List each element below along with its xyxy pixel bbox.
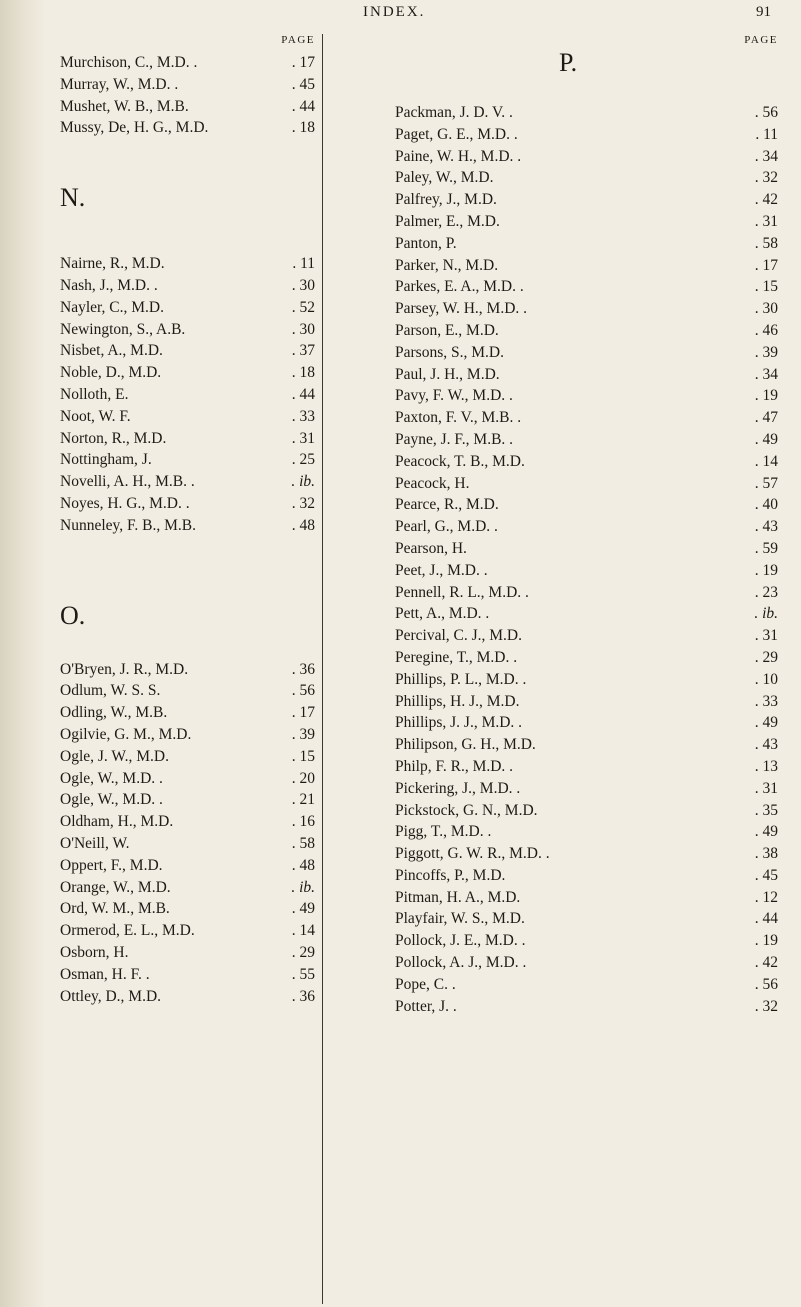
letter-o-block [60,537,315,633]
entry-page: . 13 [754,757,778,775]
index-entry [60,96,315,118]
entry-page: . 17 [754,256,778,274]
group-o [60,659,315,1008]
entry-name: Philipson, G. H., M.D. [395,736,536,754]
index-entry [60,986,315,1008]
entry-page: . 19 [754,561,778,579]
entry-page: . 56 [754,975,778,993]
entry-page: . 11 [292,255,315,273]
index-entry [60,74,315,96]
entry-page: . 42 [754,191,778,209]
entry-name: Odlum, W. S. S. [60,682,161,700]
column-divider [322,34,323,1304]
index-entry [395,429,778,451]
entry-page: . 14 [291,922,315,940]
index-entry [395,669,778,691]
entry-page: . 36 [291,987,315,1005]
index-entry [60,964,315,986]
entry-page: . 45 [291,75,315,93]
entry-page: . 15 [754,278,778,296]
entry-name: Peacock, T. B., M.D. [395,452,525,470]
entry-page: . 35 [754,801,778,819]
index-entry [395,712,778,734]
entry-name: Mushet, W. B., M.B. [60,97,189,115]
index-entry [60,275,315,297]
entry-name: Packman, J. D. V. . [395,104,513,121]
entry-name: Ogilvie, G. M., M.D. [60,725,192,743]
entry-page: . 40 [754,496,778,514]
entry-page: . ib. [291,473,315,491]
entry-name: Percival, C. J., M.D. [395,627,523,645]
index-entry [60,898,315,920]
entry-name: Parson, E., M.D. [395,321,499,339]
index-entry [395,255,778,277]
entry-name: Pincoffs, P., M.D. [395,866,506,884]
entry-name: Parker, N., M.D. [395,256,499,274]
entry-name: Pearson, H. [395,539,467,557]
entry-name: Payne, J. F., M.B. . [395,430,514,448]
index-entry [395,124,778,146]
index-entry [60,515,315,537]
entry-name: Potter, J. . [395,997,457,1015]
entry-name: Nairne, R., M.D. [60,255,165,273]
entry-page: . 42 [754,954,778,972]
entry-page: . 39 [291,725,315,743]
index-entry [395,451,778,473]
entry-name: Orange, W., M.D. [60,878,171,896]
entry-page: . 48 [291,516,315,534]
entry-page: . 48 [291,856,315,874]
index-entry [395,516,778,538]
entry-name: Nisbet, A., M.D. [60,342,163,360]
entry-name: Osborn, H. [60,943,129,961]
letter-n-block [60,139,315,225]
entry-page: . 32 [754,169,778,187]
entry-page: . 55 [291,965,315,983]
index-entry [60,362,315,384]
group-p [395,102,778,1017]
index-entry [395,647,778,669]
index-entry [395,756,778,778]
entry-name: Piggott, G. W. R., M.D. . [395,845,550,863]
entry-page: . 18 [291,119,315,137]
entry-name: Phillips, H. J., M.D. [395,692,520,710]
index-entry [395,843,778,865]
index-entry [60,746,315,768]
entry-name: Pollock, A. J., M.D. . [395,954,527,972]
index-entry [395,691,778,713]
entry-page: . 34 [754,147,778,165]
entry-name: Oppert, F., M.D. [60,856,163,874]
entry-page: . ib. [291,878,315,896]
index-entry [60,942,315,964]
index-entry [395,778,778,800]
entry-name: Oldham, H., M.D. [60,813,174,831]
entry-page: . 58 [291,834,315,852]
entry-page: . 44 [291,385,315,403]
entry-page: . ib. [754,605,778,623]
entry-page: . 56 [754,104,778,121]
entry-page: . 11 [755,125,778,143]
index-entry [395,582,778,604]
entry-name: Murray, W., M.D. . [60,75,179,93]
entry-page: . 32 [754,997,778,1015]
entry-name: Mussy, De, H. G., M.D. [60,119,209,137]
entry-page: . 49 [754,823,778,841]
entry-name: Ogle, W., M.D. . [60,769,163,787]
entry-name: O'Bryen, J. R., M.D. [60,660,189,678]
entry-name: Pickstock, G. N., M.D. [395,801,538,819]
index-entry [395,298,778,320]
index-entry [60,52,315,74]
entry-page: . 34 [754,365,778,383]
index-entry [60,680,315,702]
index-entry [395,974,778,996]
entry-page: . 38 [754,845,778,863]
index-entry [395,233,778,255]
index-entry [395,342,778,364]
entry-name: Palfrey, J., M.D. [395,191,497,209]
index-entry [395,821,778,843]
entry-name: Novelli, A. H., M.B. . [60,473,195,491]
entry-name: Palmer, E., M.D. [395,212,500,230]
running-header [0,4,801,28]
index-entry [395,560,778,582]
entry-name: Peregine, T., M.D. . [395,648,518,666]
letter-o: O. [60,600,86,630]
index-entry [395,952,778,974]
entry-page: . 17 [291,704,315,722]
index-entry [395,167,778,189]
entry-name: Pavy, F. W., M.D. . [395,387,513,405]
index-entry [60,877,315,899]
index-entry [60,384,315,406]
entry-page: . 49 [291,900,315,918]
entry-name: Pollock, J. E., M.D. . [395,932,526,950]
entry-page: . 30 [754,300,778,318]
group-n [60,253,315,536]
entry-name: Noble, D., M.D. [60,364,162,382]
entry-page: . 10 [754,670,778,688]
entry-page: . 31 [754,779,778,797]
entry-page: . 29 [754,648,778,666]
entry-page: . 12 [754,888,778,906]
entry-name: Ormerod, E. L., M.D. [60,922,195,940]
entry-name: Paxton, F. V., M.B. . [395,409,522,427]
index-entry [60,811,315,833]
entry-page: . 43 [754,736,778,754]
entry-name: Pennell, R. L., M.D. . [395,583,529,601]
entry-page: . 37 [291,342,315,360]
entry-page: . 19 [754,387,778,405]
index-entry [60,319,315,341]
entry-name: Norton, R., M.D. [60,429,167,447]
right-column [395,34,778,1017]
entry-name: Odling, W., M.B. [60,704,168,722]
index-entry [395,908,778,930]
entry-name: Paul, J. H., M.D. [395,365,500,383]
index-entry [60,659,315,681]
entry-page: . 44 [291,97,315,115]
entry-page: . 30 [291,276,315,294]
entry-page: . 31 [291,429,315,447]
entry-name: Phillips, P. L., M.D. . [395,670,527,688]
entry-name: Ord, W. M., M.B. [60,900,170,918]
index-entry [60,340,315,362]
index-entry [395,211,778,233]
entry-page: . 57 [754,474,778,492]
index-entry [395,276,778,298]
entry-name: Ogle, W., M.D. . [60,791,163,809]
entry-page: . 49 [754,430,778,448]
entry-name: Peacock, H. [395,474,470,492]
entry-page: . 47 [754,409,778,427]
entry-page: . 30 [291,320,315,338]
entry-name: Nottingham, J. [60,451,152,469]
entry-name: Parkes, E. A., M.D. . [395,278,524,296]
entry-page: . 43 [754,518,778,536]
entry-page: . 16 [291,813,315,831]
entry-name: Nash, J., M.D. . [60,276,158,294]
left-page-heading: PAGE [281,34,315,46]
entry-page: . 33 [291,407,315,425]
entry-name: Noot, W. F. [60,407,131,425]
index-entry [60,833,315,855]
entry-name: Pigg, T., M.D. . [395,823,492,841]
index-entry [60,253,315,275]
entry-name: Ogle, J. W., M.D. [60,747,169,765]
entry-page: . 31 [754,627,778,645]
entry-name: Pearce, R., M.D. [395,496,499,514]
index-entry [395,865,778,887]
page-number: 91 [756,4,771,20]
entry-page: . 17 [291,54,315,71]
entry-page: . 20 [291,769,315,787]
entry-name: Paget, G. E., M.D. . [395,125,518,143]
index-entry [395,887,778,909]
entry-name: Nunneley, F. B., M.B. [60,516,196,534]
index-entry [60,493,315,515]
entry-name: Ottley, D., M.D. [60,987,162,1005]
index-entry [395,930,778,952]
index-entry [60,297,315,319]
index-entry [395,385,778,407]
entry-page: . 19 [754,932,778,950]
entry-page: . 23 [754,583,778,601]
index-entry [395,320,778,342]
entry-name: Philp, F. R., M.D. . [395,757,514,775]
entry-page: . 29 [291,943,315,961]
index-entry [395,538,778,560]
index-entry [395,800,778,822]
entry-name: Peet, J., M.D. . [395,561,488,579]
index-entry [395,102,778,124]
entry-name: Pearl, G., M.D. . [395,518,498,536]
index-entry [60,789,315,811]
entry-page: . 39 [754,343,778,361]
entry-page: . 21 [291,791,315,809]
entry-page: . 49 [754,714,778,732]
index-entry [60,428,315,450]
letter-p: P. [559,48,578,77]
entry-name: Pickering, J., M.D. . [395,779,521,797]
index-entry [60,406,315,428]
entry-page: . 14 [754,452,778,470]
entry-page: . 25 [291,451,315,469]
index-entry [60,702,315,724]
index-entry [395,146,778,168]
letter-n: N. [60,183,86,213]
entry-name: Pett, A., M.D. . [395,605,490,623]
index-entry [395,603,778,625]
entry-name: Newington, S., A.B. [60,320,186,338]
entry-name: Phillips, J. J., M.D. . [395,714,523,732]
entry-page: . 56 [291,682,315,700]
index-entry [395,364,778,386]
index-entry [60,724,315,746]
entry-name: Nolloth, E. [60,385,129,403]
entry-name: Parsons, S., M.D. [395,343,504,361]
index-entry [60,117,315,139]
entry-name: Panton, P. [395,234,457,252]
entry-page: . 59 [754,539,778,557]
entry-page: . 58 [754,234,778,252]
index-entry [60,471,315,493]
entry-page: . 52 [291,298,315,316]
entry-name: Playfair, W. S., M.D. [395,910,525,928]
entry-page: . 31 [754,212,778,230]
entry-name: Pitman, H. A., M.D. [395,888,521,906]
entry-page: . 18 [291,364,315,382]
index-entry [395,189,778,211]
entry-name: Parsey, W. H., M.D. . [395,300,528,318]
group-m [60,52,315,139]
index-entry [395,494,778,516]
index-entry [395,734,778,756]
entry-name: Osman, H. F. . [60,965,150,983]
entry-page: . 15 [291,747,315,765]
index-entry [395,625,778,647]
right-page-heading: PAGE [744,34,778,46]
index-entry [395,407,778,429]
entry-name: O'Neill, W. [60,834,130,852]
entry-name: Nayler, C., M.D. [60,298,164,316]
index-entry [395,473,778,495]
index-entry [60,449,315,471]
entry-page: . 33 [754,692,778,710]
header-title: INDEX. [363,4,426,20]
index-entry [60,920,315,942]
entry-page: . 46 [754,321,778,339]
entry-page: . 32 [291,494,315,512]
entry-name: Pope, C. . [395,975,456,993]
left-column [60,34,315,1007]
entry-name: Paley, W., M.D. [395,169,494,187]
index-entry [60,768,315,790]
page-edge-shadow [0,0,46,1307]
entry-name: Murchison, C., M.D. . [60,54,198,71]
entry-page: . 45 [754,866,778,884]
letter-p-block [395,48,778,102]
index-entry [60,855,315,877]
entry-name: Noyes, H. G., M.D. . [60,494,190,512]
entry-page: . 44 [754,910,778,928]
entry-name: Paine, W. H., M.D. . [395,147,522,165]
entry-page: . 36 [291,660,315,678]
index-entry [395,996,778,1018]
